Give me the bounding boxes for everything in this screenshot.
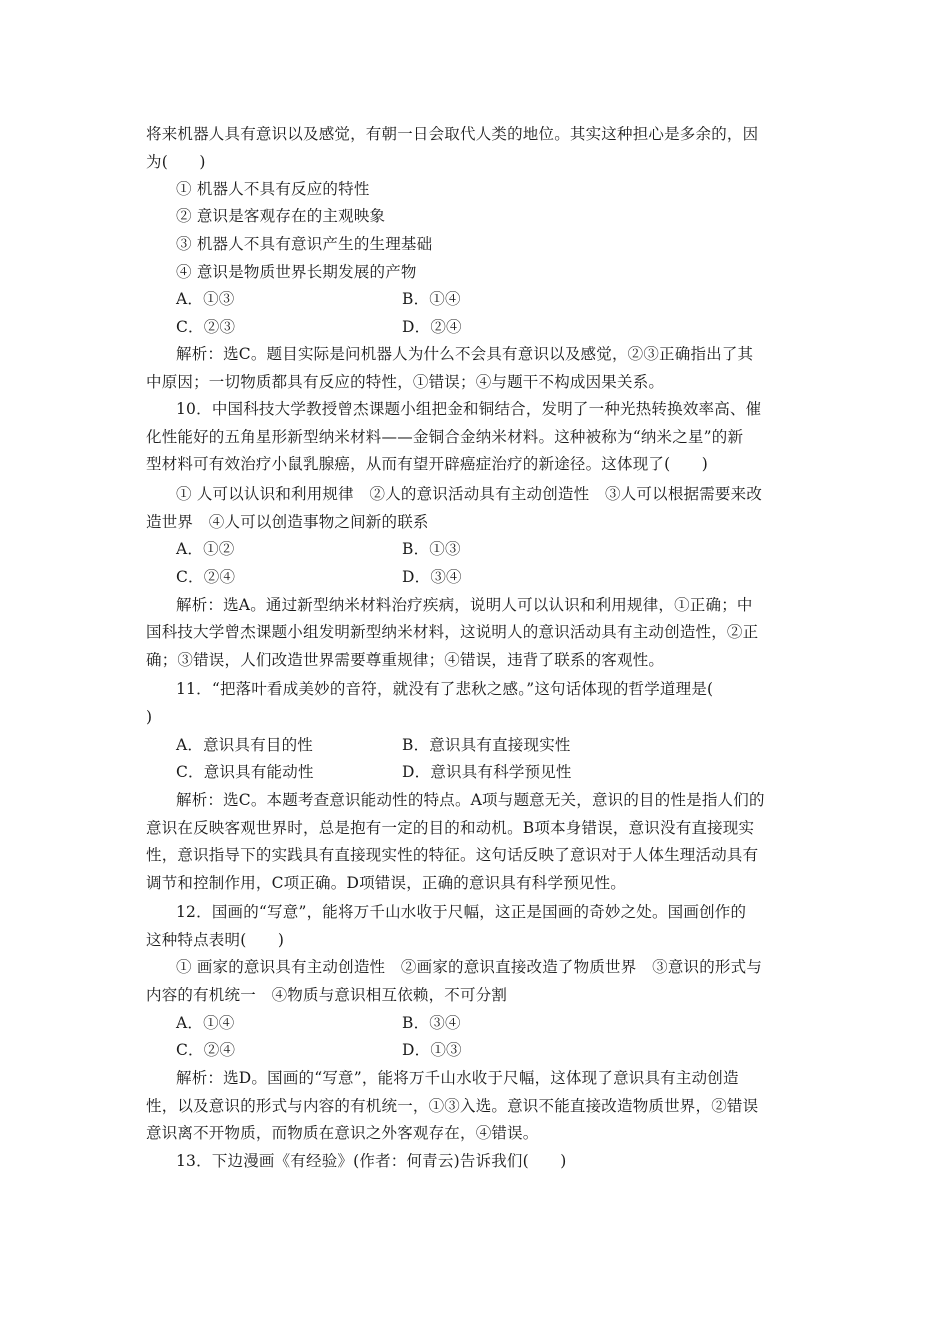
q10-choice-a: A．①② <box>176 540 235 558</box>
q9-option-2: ② 意识是客观存在的主观映象 <box>176 207 386 225</box>
q11-choice-b: B．意识具有直接现实性 <box>402 736 571 754</box>
q9-analysis-line-1: 解析：选C。题目实际是问机器人为什么不会具有意识以及感觉，②③正确指出了其 <box>176 345 754 363</box>
q11-choice-d: D．意识具有科学预见性 <box>402 763 572 781</box>
q10-stem-line-1: 10．中国科技大学教授曾杰课题小组把金和铜结合，发明了一种光热转换效率高、催 <box>176 400 762 418</box>
q11-analysis-line-1: 解析：选C。本题考查意识能动性的特点。A项与题意无关，意识的目的性是指人们的 <box>176 791 765 809</box>
q12-analysis-line-3: 意识离不开物质，而物质在意识之外客观存在，④错误。 <box>146 1124 539 1142</box>
q9-option-4: ④ 意识是物质世界长期发展的产物 <box>176 263 417 281</box>
q9-choice-c: C．②③ <box>176 318 236 336</box>
q11-stem-line-2: ) <box>146 708 153 726</box>
q12-options-line-1: ① 画家的意识具有主动创造性 ②画家的意识直接改造了物质世界 ③意识的形式与 <box>176 958 763 976</box>
q10-choice-b: B．①③ <box>402 540 461 558</box>
q10-stem-line-2: 化性能好的五角星形新型纳米材料——金铜合金纳米材料。这种被称为“纳米之星”的新 <box>146 428 744 446</box>
q11-analysis-line-2: 意识在反映客观世界时，总是抱有一定的目的和动机。B项本身错误，意识没有直接现实 <box>146 819 755 837</box>
q9-option-1: ① 机器人不具有反应的特性 <box>176 180 370 198</box>
q12-choice-b: B．③④ <box>402 1014 461 1032</box>
q12-stem-line-1: 12．国画的“写意”，能将万千山水收于尺幅，这正是国画的奇妙之处。国画创作的 <box>176 903 747 921</box>
q10-stem-line-3: 型材料可有效治疗小鼠乳腺癌，从而有望开辟癌症治疗的新途径。这体现了( ) <box>146 455 708 473</box>
q9-choice-a: A．①③ <box>176 290 235 308</box>
q9-choice-b: B．①④ <box>402 290 461 308</box>
q11-analysis-line-3: 性，意识指导下的实践具有直接现实性的特征。这句话反映了意识对于人体生理活动具有 <box>146 846 759 864</box>
q9-option-3: ③ 机器人不具有意识产生的生理基础 <box>176 235 433 253</box>
q11-choice-a: A．意识具有目的性 <box>176 736 313 754</box>
q11-analysis-line-4: 调节和控制作用，C项正确。D项错误，正确的意识具有科学预见性。 <box>146 874 626 892</box>
q11-stem-line-1: 11．“把落叶看成美妙的音符，就没有了悲秋之感。”这句话体现的哲学道理是( <box>176 680 714 698</box>
q10-choice-d: D．③④ <box>402 568 462 586</box>
q12-stem-line-2: 这种特点表明( ) <box>146 931 285 949</box>
q10-analysis-line-3: 确；③错误，人们改造世界需要尊重规律；④错误，违背了联系的客观性。 <box>146 651 665 669</box>
q10-options-line-1: ① 人可以认识和利用规律 ②人的意识活动具有主动创造性 ③人可以根据需要来改 <box>176 485 763 503</box>
q9-analysis-line-2: 中原因；一切物质都具有反应的特性，①错误；④与题干不构成因果关系。 <box>146 373 665 391</box>
q11-choice-c: C．意识具有能动性 <box>176 763 314 781</box>
q9-choice-d: D．②④ <box>402 318 462 336</box>
q12-analysis-line-1: 解析：选D。国画的“写意”，能将万千山水收于尺幅，这体现了意识具有主动创造 <box>176 1069 739 1087</box>
q10-choice-c: C．②④ <box>176 568 236 586</box>
q12-choice-a: A．①④ <box>176 1014 235 1032</box>
q12-choice-c: C．②④ <box>176 1041 236 1059</box>
q9-stem-line-2: 为( ) <box>146 153 206 171</box>
q10-analysis-line-2: 国科技大学曾杰课题小组发明新型纳米材料，这说明人的意识活动具有主动创造性，②正 <box>146 623 759 641</box>
q13-stem-line-1: 13．下边漫画《有经验》(作者：何青云)告诉我们( ) <box>176 1152 567 1170</box>
q10-analysis-line-1: 解析：选A。通过新型纳米材料治疗疾病，说明人可以认识和利用规律，①正确；中 <box>176 596 753 614</box>
q12-choice-d: D．①③ <box>402 1041 462 1059</box>
q9-stem-line-1: 将来机器人具有意识以及感觉，有朝一日会取代人类的地位。其实这种担心是多余的，因 <box>146 125 759 143</box>
q12-options-line-2: 内容的有机统一 ④物质与意识相互依赖，不可分割 <box>146 986 508 1004</box>
q12-analysis-line-2: 性，以及意识的形式与内容的有机统一，①③入选。意识不能直接改造物质世界，②错误 <box>146 1097 759 1115</box>
q10-options-line-2: 造世界 ④人可以创造事物之间新的联系 <box>146 513 429 531</box>
